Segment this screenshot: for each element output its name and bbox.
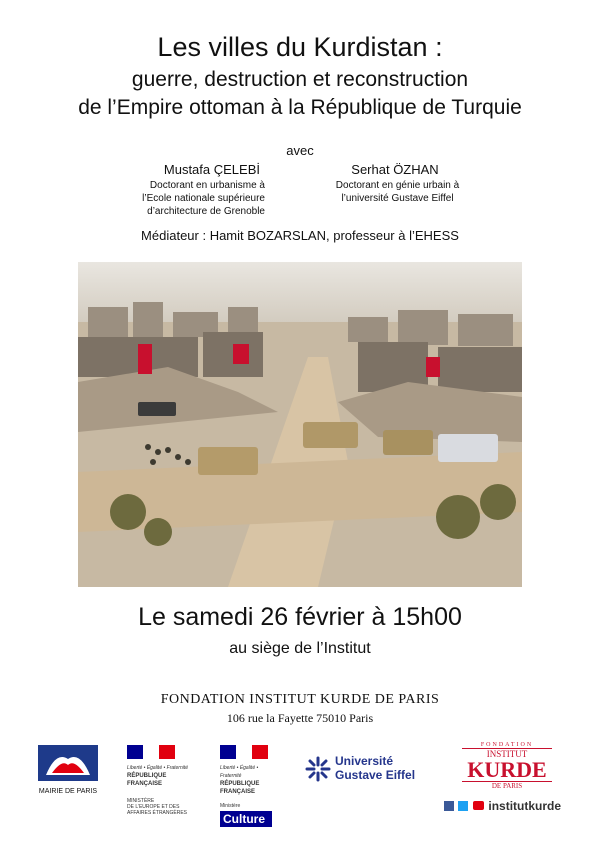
- uge-line: Gustave Eiffel: [335, 768, 416, 782]
- turkish-flag: [138, 344, 152, 374]
- event-date: Le samedi 26 février à 15h00: [138, 603, 462, 631]
- mairie-de-paris-logo: [38, 745, 98, 795]
- speaker-1-name: Mustafa ÇELEBİ: [163, 162, 260, 177]
- social-handles: [444, 797, 584, 811]
- ik-fondation: FONDATION: [462, 742, 552, 749]
- speaker-1-description: [100, 179, 265, 218]
- universite-gustave-eiffel-logo: [305, 752, 435, 786]
- twitter-icon[interactable]: [458, 801, 468, 811]
- speaker-2-name: Serhat ÖZHAN: [351, 162, 439, 177]
- speaker-2-description: [315, 179, 480, 205]
- event-subtitle-line2: de l’Empire ottoman à la République de Turquie: [78, 96, 522, 119]
- social-handle-text[interactable]: institutkurde: [488, 798, 562, 813]
- organizer-address: 106 rue la Fayette 75010 Paris: [226, 711, 374, 725]
- speaker-2-desc-line: Doctorant en génie urbain à: [335, 180, 460, 191]
- rf-name: RÉPUBLIQUE FRANÇAISE: [127, 773, 167, 787]
- uge-star-icon: [305, 756, 331, 782]
- rf-motto: Liberté • Égalité • Fraternité: [220, 765, 259, 779]
- culture-logo: [220, 745, 275, 827]
- speaker-1-desc-line: Doctorant en urbanisme à: [149, 180, 265, 191]
- event-subtitle-line1: guerre, destruction et reconstruction: [131, 68, 469, 91]
- ik-kurde: KURDE: [467, 757, 547, 782]
- mediator-line: Médiateur : Hamit BOZARSLAN, professeur à l’EHESS: [141, 228, 459, 243]
- rf-motto: Liberté • Égalité • Fraternité: [127, 765, 189, 771]
- event-title: Les villes du Kurdistan :: [157, 32, 443, 62]
- facebook-icon[interactable]: [444, 801, 454, 811]
- speaker-1-desc-line: l’Ecole nationale supérieure: [142, 193, 265, 204]
- event-venue: au siège de l’Institut: [229, 640, 371, 657]
- mfa-logo: [127, 745, 189, 816]
- culture-label: Culture: [220, 811, 272, 827]
- ik-deparis: DE PARIS: [462, 781, 552, 790]
- ministere-line: AFFAIRES ÉTRANGÈRES: [127, 810, 188, 816]
- turkish-flag: [233, 344, 249, 364]
- uge-name: [335, 754, 415, 782]
- speaker-2-desc-line: l’université Gustave Eiffel: [341, 193, 454, 204]
- uge-line: Université: [335, 754, 394, 768]
- mairie-de-paris-icon: [38, 745, 98, 781]
- marianne-flag-icon: [127, 745, 175, 759]
- ministere-line: MINISTÈRE: [127, 798, 155, 804]
- war-ruins-photo: [78, 262, 522, 587]
- mairie-caption: MAIRIE DE PARIS: [38, 788, 98, 795]
- ministere-caption: [127, 798, 189, 816]
- marianne-flag-icon: [220, 745, 268, 759]
- ruined-city-image: [78, 262, 522, 587]
- rf-name: RÉPUBLIQUE FRANÇAISE: [220, 781, 260, 795]
- ik-institut: INSTITUT: [486, 749, 528, 759]
- ministere-label: Ministère: [220, 803, 241, 809]
- youtube-icon[interactable]: [473, 801, 484, 810]
- institut-kurde-logo: [462, 742, 552, 792]
- avec-label: avec: [286, 143, 314, 158]
- ministere-line: DE L’EUROPE ET DES: [127, 804, 180, 810]
- speaker-1-desc-line: d’architecture de Grenoble: [147, 206, 265, 217]
- turkish-flag: [426, 357, 440, 377]
- organizer-name: FONDATION INSTITUT KURDE DE PARIS: [160, 692, 440, 707]
